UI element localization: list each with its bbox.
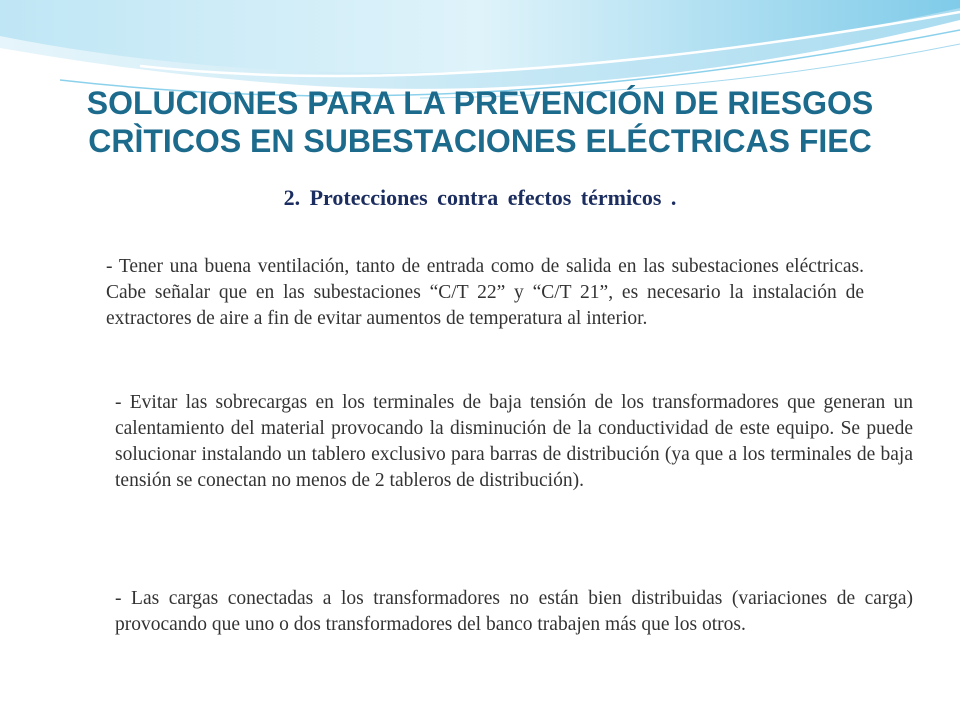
paragraph-ventilation: - Tener una buena ventilación, tanto de entrada como de salida en las subestaciones eléctricas. Cabe señalar que en las subestaciones “C/T 22” y “C/T 21”, es necesario la instalación de extractores de aire a fin de evitar aumentos de temperatura al interior.	[106, 256, 864, 329]
slide-title: SOLUCIONES PARA LA PREVENCIÓN DE RIESGOS CRÌTICOS EN SUBESTACIONES ELÉCTRICAS FIEC	[86, 85, 874, 159]
paragraph-load-distribution: - Las cargas conectadas a los transformadores no están bien distribuidas (variaciones de carga) provocando que uno o dos transformadores del banco trabajen más que los otros.	[115, 588, 913, 635]
paragraph-overload: - Evitar las sobrecargas en los terminales de baja tensión de los transformadores que generan un calentamiento del material provocando la disminución de la conductividad de este equipo. Se puede solucionar instalando un tablero exclusivo para barras de distribución (ya que a los terminales de baja tensión se conectan no menos de 2 tableros de distribución).	[115, 392, 913, 491]
section-subtitle: 2. Protecciones contra efectos térmicos .	[283, 185, 677, 210]
